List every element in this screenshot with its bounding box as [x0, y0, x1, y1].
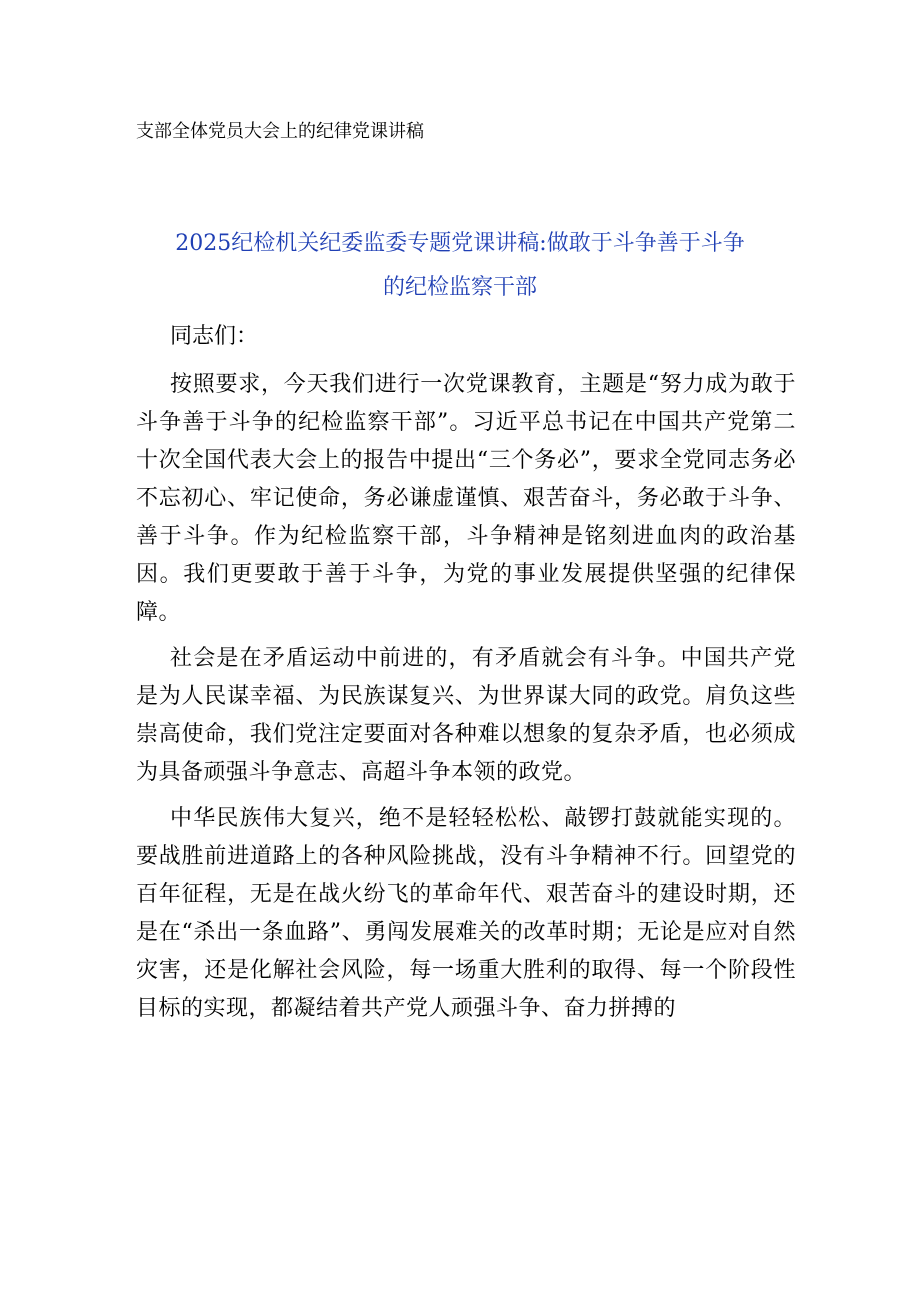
- document-header: 支部全体党员大会上的纪律党课讲稿: [136, 121, 424, 142]
- paragraph-2: 社会是在矛盾运动中前进的，有矛盾就会有斗争。中国共产党是为人民谋幸福、为民族谋复兴、为世界谋大同的政党。肩负这些崇高使命，我们党注定要面对各种难以想象的复杂矛盾，也必须成为具备顽强斗争意志、高超斗争本领的政党。: [136, 646, 796, 785]
- document-title: [120, 222, 800, 310]
- title-line-1: 2025纪检机关纪委监委专题党课讲稿:做敢于斗争善于斗争: [175, 231, 745, 256]
- paragraph-1: 按照要求，今天我们进行一次党课教育，主题是“努力成为敢于斗争善于斗争的纪检监察干部”。习近平总书记在中国共产党第二十次全国代表大会上的报告中提出“三个务必”，要求全党同志务必不忘初心、牢记使命，务必谦虚谨慎、艰苦奋斗，务必敢于斗争、善于斗争。作为纪检监察干部，斗争精神是铭刻进血肉的政治基因。我们更要敢于善于斗争，为党的事业发展提供坚强的纪律保障。: [136, 372, 796, 625]
- salutation: 同志们：: [170, 324, 259, 349]
- title-line-2: 的纪检监察干部: [382, 275, 537, 300]
- paragraph-3: 中华民族伟大复兴，绝不是轻轻松松、敲锣打鼓就能实现的。要战胜前进道路上的各种风险挑战，没有斗争精神不行。回望党的百年征程，无是在战火纷飞的革命年代、艰苦奋斗的建设时期，还是在“杀出一条血路”、勇闯发展难关的改革时期；无论是应对自然灾害，还是化解社会风险，每一场重大胜利的取得、每一个阶段性目标的实现，都凝结着共产党人顽强斗争、奋力拼搏的: [136, 806, 796, 1021]
- document-body: [136, 318, 796, 1028]
